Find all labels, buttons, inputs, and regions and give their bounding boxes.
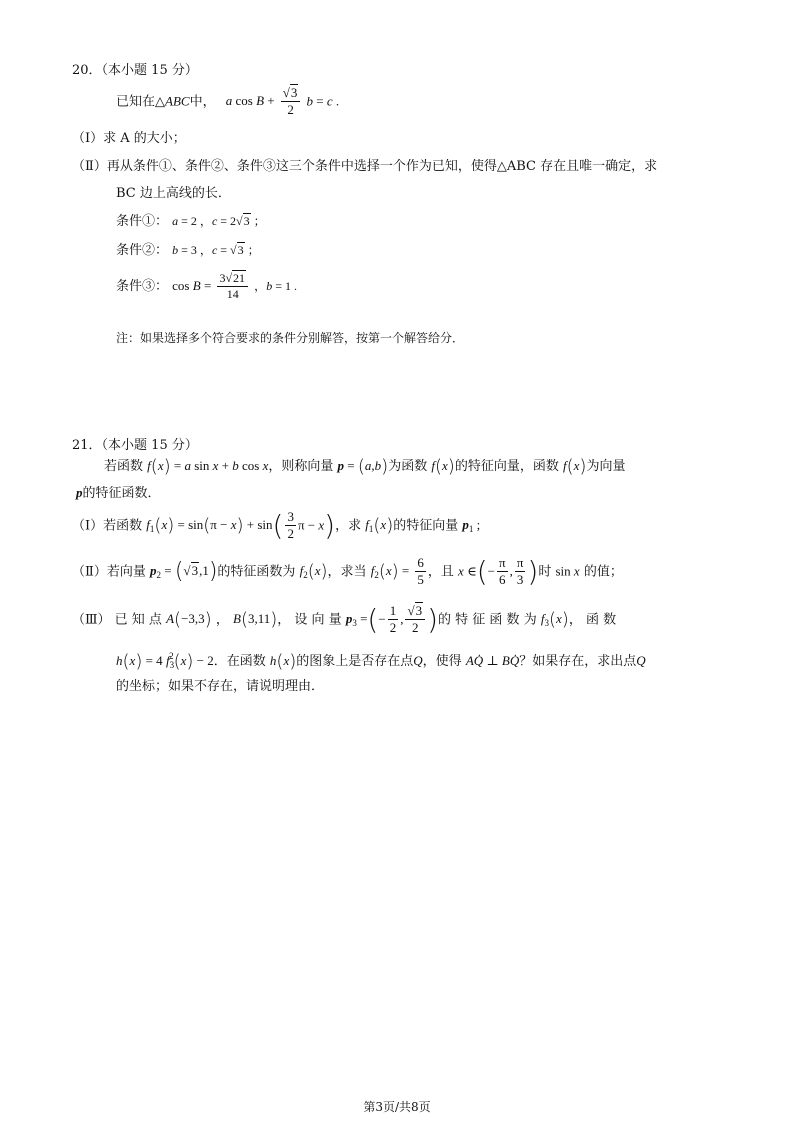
q20-note: 注：如果选择多个符合要求的条件分别解答，按第一个解答给分． [116,331,465,345]
q21-intro-line2: p的特征函数． [76,485,161,501]
q20-part2-line1: （Ⅱ）再从条件①、条件②、条件③这三个条件中选择一个作为已知，使得△ABC 存在且唯一确定，求 [72,159,658,174]
q20-given: 已知在△ABC中， a cos B + $\frac{√3}{2}$ b = c . [116,85,340,118]
q21-part3-line3: 的坐标；如果不存在，请说明理由． [116,679,325,694]
q20-condition3: 条件③： cos B = $\frac{3√21}{14}$ ，b = 1 . [116,271,297,302]
q20-condition1: 条件①： a = 2 ，c = 2√3 ； [116,214,266,229]
q21-part1: （Ⅰ）若函数 $f_1(x) = \sin(\pi - x) + \sin$( $\frac{3}{2}$ π − x)，求 $f_1(x)$的特征向量 $p_1$ ; [72,508,481,542]
q20-header: 20．（本小题 15 分） [72,63,198,78]
page-footer: 第3页/共8页 [363,1100,431,1114]
q21-part3-line2: h(x) = 4 $f_3^2(x) - 2$．在函数 h(x)的图象上是否存在点Q，使得 AQ̇ ⊥ BQ̇？如果存在，求出点Q [116,651,646,673]
q21-part3-line1: （Ⅲ） 已 知 点 A(−3,3) ， B(3,11)， 设 向 量 $p_3$ =(− $\frac{1}{2}$ , $\frac{√3}{2}$ )的 特 征 函 数 为 $f_3(x)$， 函 数 [72,602,617,636]
q21-header: 21．（本小题 15 分） [72,438,198,453]
q20-part1: （Ⅰ）求 A 的大小； [72,131,186,146]
q21-part2: （Ⅱ）若向量 $p_2 = (√3,1)$的特征函数为 $f_2(x)$，求当 $f_2(x)$ = $\frac{6}{5}$ ，且 x ∈(− $\frac{\pi}{6}$ , $\frac{\pi}{3}$ )时 sin x 的值； [72,554,623,588]
q21-intro: 若函数 f(x) = a sin x + b cos x，则称向量 p = (a,b)为函数 f(x)的特征向量，函数 f(x)为向量 [104,456,626,477]
q20-part2-line2: BC 边上高线的长． [116,186,231,201]
q20-condition2: 条件②： b = 3 ，c = √3 ； [116,243,260,258]
